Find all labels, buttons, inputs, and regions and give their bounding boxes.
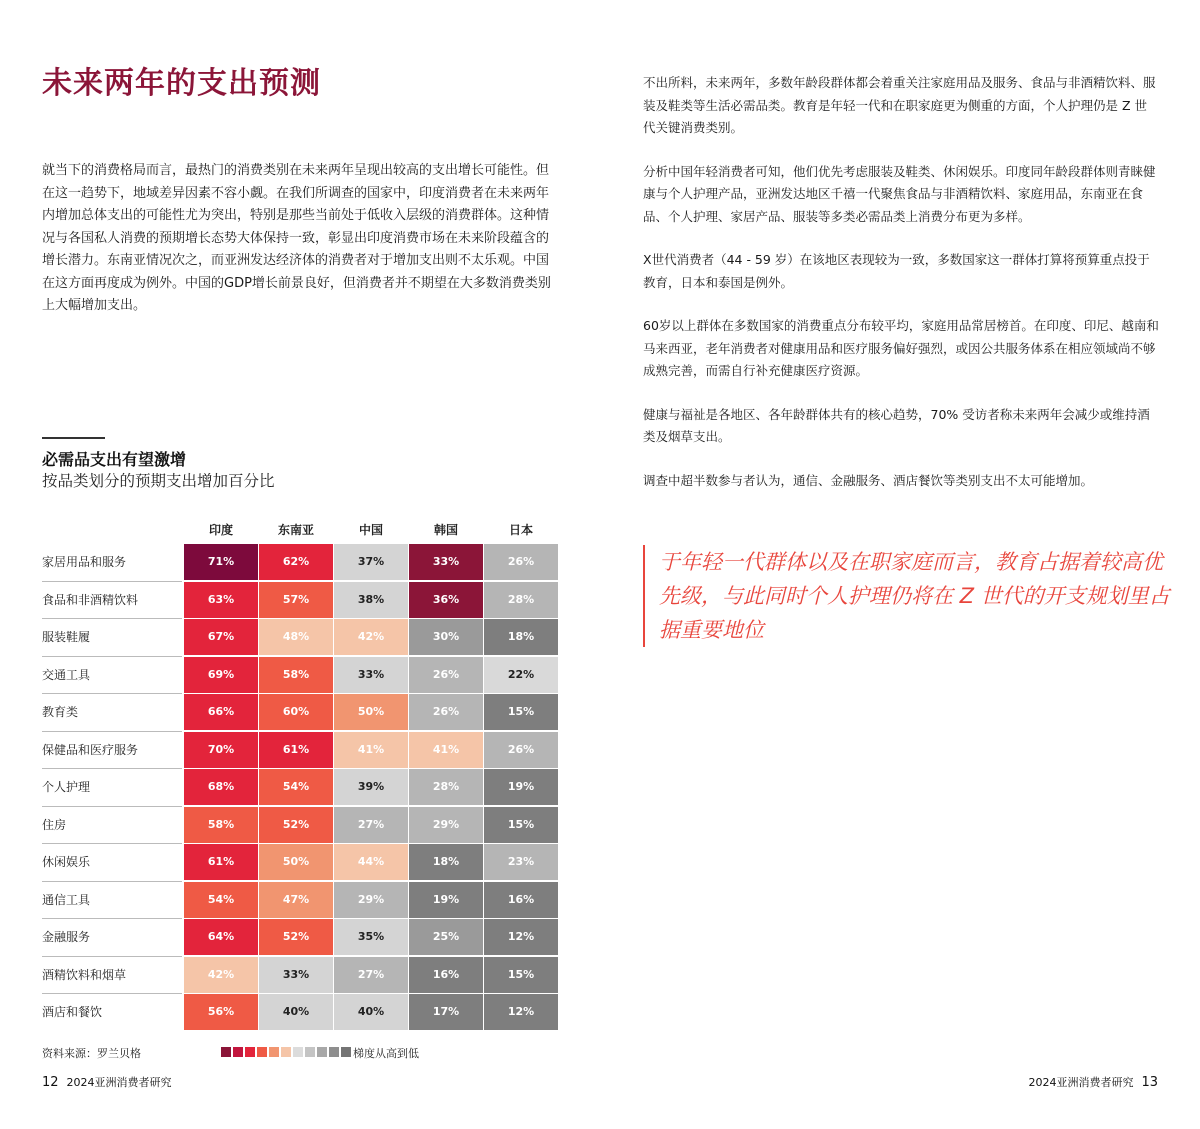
heatmap-cell: 50% — [334, 694, 408, 730]
heatmap-cell: 56% — [184, 994, 258, 1030]
heatmap-cell: 12% — [484, 994, 558, 1030]
page-title: 未来两年的支出预测 — [42, 66, 321, 101]
heatmap-cell: 57% — [259, 582, 333, 618]
row-label: 金融服务 — [42, 930, 91, 944]
heatmap-cell: 19% — [484, 769, 558, 805]
row-divider — [42, 806, 182, 807]
row-divider — [42, 881, 182, 882]
heatmap-cell: 40% — [334, 994, 408, 1030]
heatmap-cell: 52% — [259, 807, 333, 843]
heatmap-cell: 50% — [259, 844, 333, 880]
row-label: 通信工具 — [42, 892, 91, 907]
chart-source: 资料来源：罗兰贝格 — [42, 1047, 141, 1060]
heatmap-cell: 54% — [259, 769, 333, 805]
row-label: 服装鞋履 — [42, 630, 91, 644]
heatmap-cell: 18% — [484, 619, 558, 655]
heatmap-cell: 16% — [409, 957, 483, 993]
heatmap-cell: 29% — [334, 882, 408, 918]
heatmap-cell: 33% — [409, 544, 483, 580]
row-label: 个人护理 — [42, 780, 91, 794]
intro-paragraph: 就当下的消费格局而言，最热门的消费类别在未来两年呈现出较高的支出增长可能性。但在这一趋势下，地域差异因素不容小觑。在我们所调查的国家中，印度消费者在未来两年内增加总体支出的可能性尤为突出，特别是那些当前处于低收入层级的消费群体。这种情况与各国私人消费的预期增长态势大体保持一致，彰显出印度消费市场在未来阶段蕴含的增长潜力。东南亚情况次之，而亚洲发达经济体的消费者对于增加支出则不太乐观。中国在这方面再度成为例外。中国的GDP增长前景良好，但消费者并不期望在大多数消费类别上大幅增加支出。 — [42, 163, 551, 313]
heatmap-cell: 42% — [184, 957, 258, 993]
row-divider — [42, 993, 182, 994]
footer-right-title: 2024亚洲消费者研究 — [1028, 1076, 1134, 1089]
row-divider — [42, 768, 182, 769]
heatmap-cell: 36% — [409, 582, 483, 618]
chart-title-rule — [42, 437, 105, 439]
row-label: 交通工具 — [42, 667, 91, 682]
row-label: 住房 — [42, 817, 67, 832]
legend-swatch — [221, 1047, 231, 1057]
heatmap-cell: 28% — [409, 769, 483, 805]
heatmap-cell: 26% — [484, 732, 558, 768]
heatmap-cell: 54% — [184, 882, 258, 918]
heatmap-cell: 42% — [334, 619, 408, 655]
heatmap-cell: 27% — [334, 807, 408, 843]
legend-swatch — [329, 1047, 339, 1057]
footer-right — [1028, 1074, 1158, 1090]
heatmap-cell: 19% — [409, 882, 483, 918]
heatmap-cell: 40% — [259, 994, 333, 1030]
legend-swatch — [269, 1047, 279, 1057]
heatmap-cell: 68% — [184, 769, 258, 805]
legend-swatch — [317, 1047, 327, 1057]
heatmap-cell: 15% — [484, 957, 558, 993]
chart-subtitle: 按品类划分的预期支出增加百分比 — [42, 472, 275, 490]
chart-title: 必需品支出有望激增 — [42, 450, 187, 469]
heatmap-cell: 16% — [484, 882, 558, 918]
heatmap-cell: 15% — [484, 807, 558, 843]
row-divider — [42, 918, 182, 919]
heatmap-cell: 67% — [184, 619, 258, 655]
heatmap-cell: 66% — [184, 694, 258, 730]
legend-label: 梯度从高到低 — [353, 1047, 419, 1060]
row-divider — [42, 693, 182, 694]
heatmap-cell: 15% — [484, 694, 558, 730]
heatmap-cell: 37% — [334, 544, 408, 580]
heatmap-cell: 52% — [259, 919, 333, 955]
row-label: 教育类 — [42, 705, 79, 719]
footer-left-title: 2024亚洲消费者研究 — [66, 1076, 172, 1089]
heatmap-cell: 64% — [184, 919, 258, 955]
heatmap-cell: 41% — [409, 732, 483, 768]
heatmap-cell: 17% — [409, 994, 483, 1030]
body-paragraph: X世代消费者（44 - 59 岁）在该地区表现较为一致，多数国家这一群体打算将预算重点投于教育，日本和泰国是例外。 — [643, 252, 1150, 290]
heatmap-cell: 61% — [184, 844, 258, 880]
body-paragraph: 60岁以上群体在多数国家的消费重点分布较平均，家庭用品常居榜首。在印度、印尼、越南和马来西亚，老年消费者对健康用品和医疗服务偏好强烈，或因公共服务体系在相应领域尚不够成熟完善，而需自行补充健康医疗资源。 — [643, 318, 1159, 378]
column-header: 日本 — [508, 523, 533, 537]
heatmap-cell: 29% — [409, 807, 483, 843]
heatmap-cell: 28% — [484, 582, 558, 618]
body-paragraph: 不出所料，未来两年，多数年龄段群体都会着重关注家庭用品及服务、食品与非酒精饮料、服装及鞋类等生活必需品类。教育是年轻一代和在职家庭更为侧重的方面，个人护理仍是 Z 世代关键消费类别。 — [643, 75, 1156, 135]
heatmap-cell: 71% — [184, 544, 258, 580]
body-paragraph: 分析中国年轻消费者可知，他们优先考虑服装及鞋类、休闲娱乐。印度同年龄段群体则青睐健康与个人护理产品，亚洲发达地区千禧一代聚焦食品与非酒精饮料、家庭用品，东南亚在食品、个人护理、家居产品、服装等多类必需品类上消费分布更为多样。 — [643, 163, 1156, 224]
row-label: 食品和非酒精饮料 — [42, 592, 139, 607]
heatmap-cell: 47% — [259, 882, 333, 918]
row-divider — [42, 618, 182, 619]
right-column-text — [643, 72, 1159, 513]
heatmap-cell: 58% — [184, 807, 258, 843]
legend-swatch — [281, 1047, 291, 1057]
body-paragraph: 调查中超半数参与者认为，通信、金融服务、酒店餐饮等类别支出不太可能增加。 — [643, 472, 1094, 488]
heatmap-cell: 33% — [334, 657, 408, 693]
heatmap-chart — [42, 520, 558, 1030]
heatmap-cell: 26% — [409, 694, 483, 730]
heatmap-cell: 25% — [409, 919, 483, 955]
heatmap-cell: 39% — [334, 769, 408, 805]
row-label: 保健品和医疗服务 — [42, 742, 139, 757]
row-label: 酒店和餐饮 — [42, 1005, 103, 1019]
gradient-legend — [221, 1047, 351, 1057]
row-divider — [42, 581, 182, 582]
page-number-right: 13 — [1141, 1075, 1158, 1090]
heatmap-cell: 70% — [184, 732, 258, 768]
heatmap-cell: 26% — [409, 657, 483, 693]
heatmap-cell: 18% — [409, 844, 483, 880]
row-divider — [42, 956, 182, 957]
heatmap-cell: 41% — [334, 732, 408, 768]
heatmap-cell: 44% — [334, 844, 408, 880]
heatmap-cell: 48% — [259, 619, 333, 655]
row-divider — [42, 843, 182, 844]
row-label: 休闲娱乐 — [42, 855, 91, 869]
heatmap-cell: 69% — [184, 657, 258, 693]
heatmap-cell: 27% — [334, 957, 408, 993]
heatmap-cell: 63% — [184, 582, 258, 618]
heatmap-cell: 12% — [484, 919, 558, 955]
legend-swatch — [341, 1047, 351, 1057]
heatmap-cell: 30% — [409, 619, 483, 655]
legend-swatch — [293, 1047, 303, 1057]
column-header: 中国 — [358, 523, 383, 537]
heatmap-cell: 26% — [484, 544, 558, 580]
heatmap-cell: 38% — [334, 582, 408, 618]
heatmap-cell: 23% — [484, 844, 558, 880]
heatmap-cell: 60% — [259, 694, 333, 730]
legend-swatch — [305, 1047, 315, 1057]
column-header: 韩国 — [433, 523, 458, 537]
legend-swatch — [233, 1047, 243, 1057]
page-number-left: 12 — [42, 1075, 59, 1090]
row-label: 酒精饮料和烟草 — [42, 967, 127, 982]
heatmap-cell: 33% — [259, 957, 333, 993]
heatmap-cell: 61% — [259, 732, 333, 768]
column-header: 东南亚 — [277, 523, 314, 537]
row-divider — [42, 731, 182, 732]
heatmap-cell: 58% — [259, 657, 333, 693]
column-header: 印度 — [208, 523, 233, 537]
row-label: 家居用品和服务 — [42, 555, 127, 569]
heatmap-cell: 35% — [334, 919, 408, 955]
legend-swatch — [245, 1047, 255, 1057]
body-paragraph: 健康与福祉是各地区、各年龄群体共有的核心趋势，70% 受访者称未来两年会减少或维持酒类及烟草支出。 — [643, 406, 1150, 444]
row-divider — [42, 656, 182, 657]
legend-swatch — [257, 1047, 267, 1057]
heatmap-cell: 62% — [259, 544, 333, 580]
pull-quote: 于年轻一代群体以及在职家庭而言，教育占据着较高优先级，与此同时个人护理仍将在 Z 世代的开支规划里占据重要地位 — [643, 545, 1179, 647]
heatmap-cell: 22% — [484, 657, 558, 693]
footer-left — [42, 1074, 172, 1090]
